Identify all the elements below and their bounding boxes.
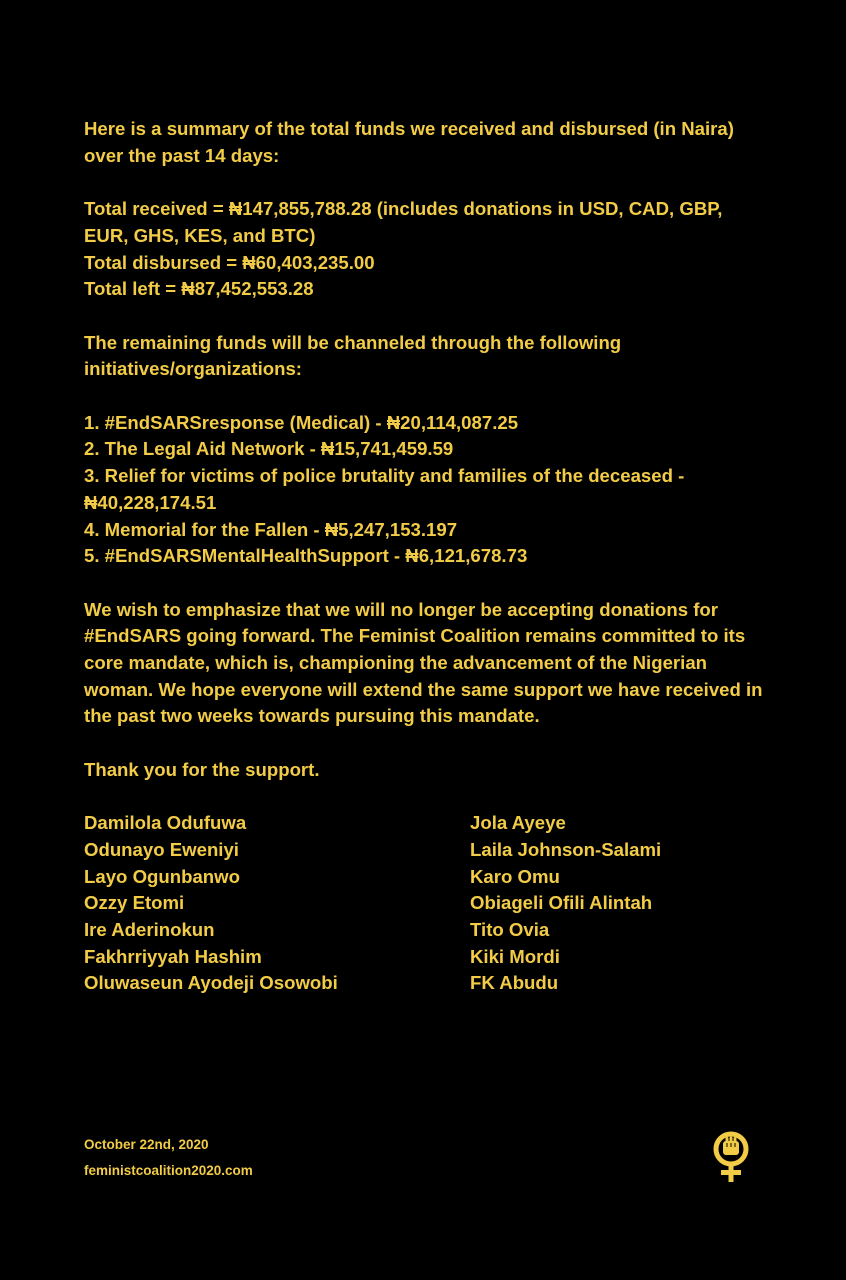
- total-disbursed: Total disbursed = ₦60,403,235.00: [84, 251, 375, 273]
- remaining-intro: The remaining funds will be channeled through the following initiatives/organizations:: [84, 331, 622, 380]
- signatory-name: Jola Ayeye: [470, 812, 566, 834]
- signatory-name: Oluwaseun Ayodeji Osowobi: [84, 972, 338, 994]
- signatory-name: Tito Ovia: [470, 919, 550, 940]
- signatory-name: Damilola Odufuwa: [84, 812, 247, 834]
- signatory-name: Fakhrriyyah Hashim: [84, 945, 262, 967]
- initiatives-list: [84, 410, 764, 570]
- total-received: Total received = ₦147,855,788.28 (includes donations in USD, CAD, GBP, EUR, GHS, KES, and BTC): [84, 198, 723, 246]
- closing-paragraph: We wish to emphasize that we will no longer be accepting donations for #EndSARS going forward. The Feminist Coalition remains committed to its core mandate, which is, championing the advancement of the Nigerian woman. We hope everyone will extend the same support we have received in the past two weeks towards pursuing this mandate.: [84, 598, 763, 727]
- feminist-fist-venus-icon: [710, 1130, 752, 1184]
- initiative-item: 3. Relief for victims of police brutality and families of the deceased - ₦40,228,174.51: [84, 465, 685, 513]
- signatories-left-column: [84, 810, 470, 997]
- signatory-name: Odunayo Eweniyi: [84, 838, 239, 860]
- signatory-name: FK Abudu: [470, 972, 559, 994]
- signatory-name: Layo Ogunbanwo: [84, 865, 240, 887]
- initiative-item: 1. #EndSARSresponse (Medical) - ₦20,114,087.25: [84, 411, 519, 433]
- initiative-item: 2. The Legal Aid Network - ₦15,741,459.59: [84, 438, 454, 460]
- initiative-item: 5. #EndSARSMentalHealthSupport - ₦6,121,678.73: [84, 545, 528, 567]
- signatory-name: Laila Johnson-Salami: [470, 838, 662, 860]
- signatory-name: Kiki Mordi: [470, 945, 560, 967]
- signatory-name: Ozzy Etomi: [84, 892, 185, 914]
- footer: [84, 1132, 253, 1184]
- footer-date: October 22nd, 2020: [84, 1137, 209, 1152]
- letter-body: [84, 116, 764, 997]
- footer-website-link[interactable]: feministcoalition2020.com: [84, 1163, 253, 1178]
- signatories: [84, 810, 764, 997]
- thanks-line: Thank you for the support.: [84, 758, 320, 780]
- signatories-right-column: [470, 810, 661, 997]
- signatory-name: Obiageli Ofili Alintah: [470, 892, 653, 914]
- intro-paragraph: Here is a summary of the total funds we received and disbursed (in Naira) over the past 14 days:: [84, 118, 734, 166]
- total-left: Total left = ₦87,452,553.28: [84, 278, 314, 300]
- initiative-item: 4. Memorial for the Fallen - ₦5,247,153.197: [84, 518, 458, 540]
- signatory-name: Ire Aderinokun: [84, 919, 215, 940]
- signatory-name: Karo Omu: [470, 865, 560, 887]
